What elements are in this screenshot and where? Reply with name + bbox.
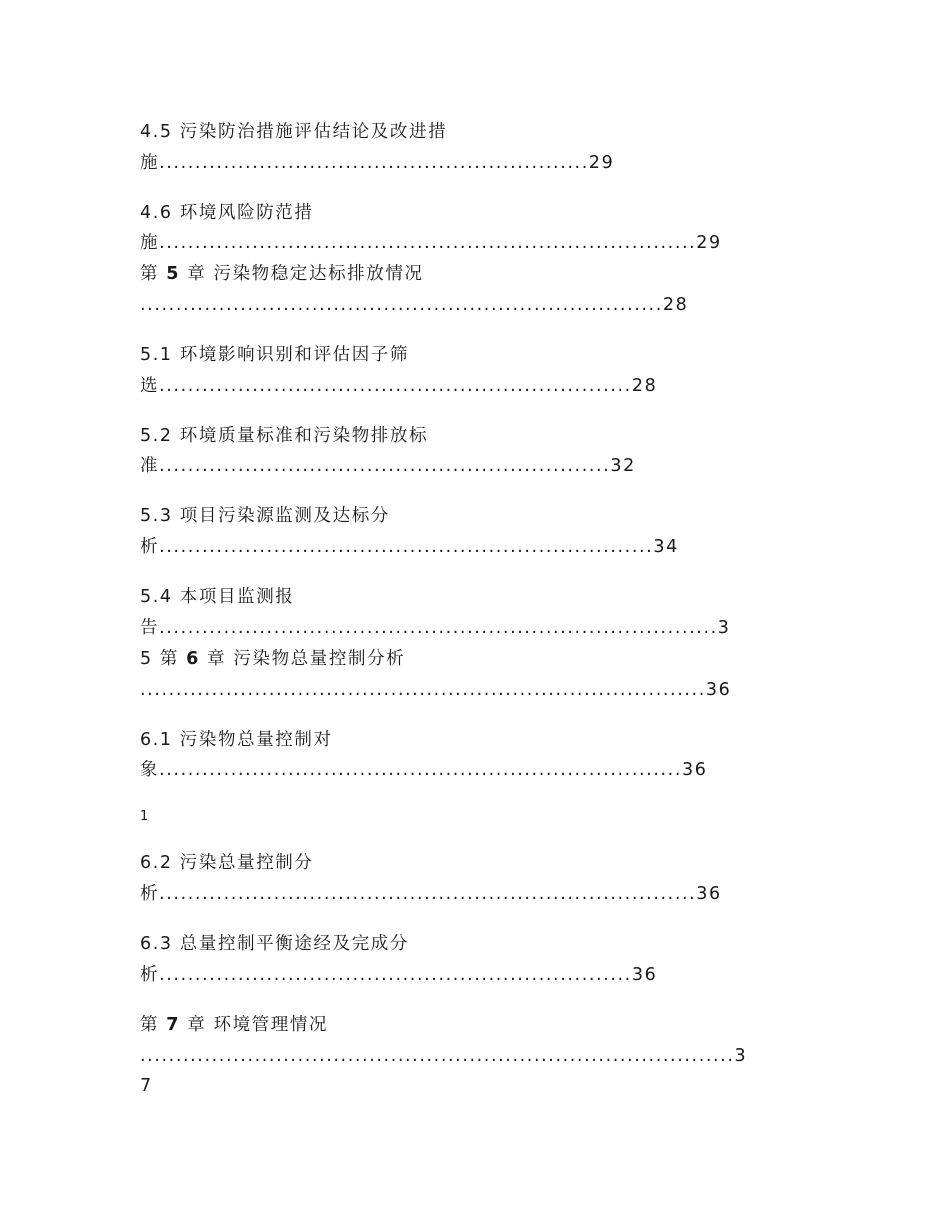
chapter-heading	[140, 1014, 328, 1036]
toc-leader: 准...............................................................32	[140, 456, 636, 476]
toc-leader: 象.........................................................................36	[140, 760, 708, 780]
chapter-prefix: 第	[140, 1015, 167, 1035]
chapter-title: 章 污染物稳定达标排放情况	[180, 264, 424, 284]
chapter-number: 6	[186, 649, 200, 669]
toc-title: 5.1 环境影响识别和评估因子筛	[140, 345, 409, 365]
chapter-heading	[140, 263, 424, 285]
toc-leader: ...............................................................................36	[140, 680, 732, 700]
chapter-prefix: 第	[140, 264, 167, 284]
toc-title: 6.1 污染物总量控制对	[140, 730, 333, 750]
toc-title: 5.2 环境质量标准和污染物排放标	[140, 426, 429, 446]
chapter-title: 章 环境管理情况	[180, 1015, 329, 1035]
page-number: 1	[140, 809, 149, 824]
toc-title: 6.2 污染总量控制分	[140, 853, 314, 873]
chapter-title: 章 污染物总量控制分析	[199, 649, 406, 669]
toc-leader: 施............................................................29	[140, 153, 615, 173]
chapter-heading	[140, 648, 405, 670]
toc-leader-wrap: 7	[140, 1076, 153, 1096]
toc-title: 6.3 总量控制平衡途经及完成分	[140, 934, 409, 954]
chapter-number: 5	[166, 264, 181, 284]
chapter-number: 7	[166, 1015, 181, 1035]
toc-leader: 施...........................................................................29	[140, 233, 722, 253]
toc-leader: 选..................................................................28	[140, 376, 658, 396]
toc-title: 5.3 项目污染源监测及达标分	[140, 506, 390, 526]
toc-leader: 析...........................................................................36	[140, 884, 722, 904]
toc-leader: 析.....................................................................34	[140, 537, 679, 557]
chapter-prefix: 5 第	[140, 649, 187, 669]
toc-leader: 告..............................................................................3	[140, 618, 731, 638]
toc-leader: ...................................................................................3	[140, 1046, 748, 1066]
toc-leader: .........................................................................28	[140, 295, 689, 315]
toc-title: 4.5 污染防治措施评估结论及改进措	[140, 122, 448, 142]
toc-leader: 析..................................................................36	[140, 965, 658, 985]
toc-title: 5.4 本项目监测报	[140, 587, 295, 607]
toc-title: 4.6 环境风险防范措	[140, 203, 314, 223]
